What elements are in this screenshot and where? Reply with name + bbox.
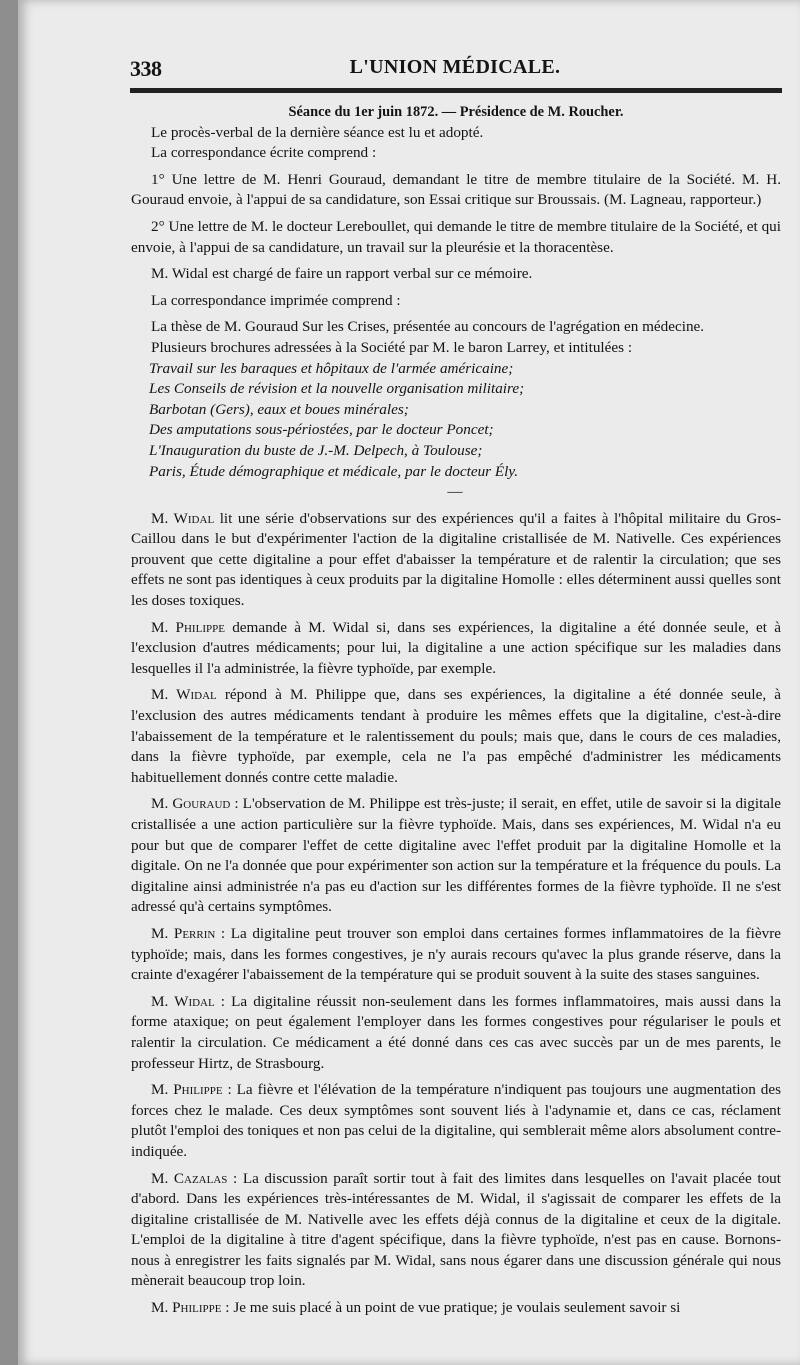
paragraph: 2° Une lettre de M. le docteur Lereboullet, qui demande le titre de membre titulaire de la Société, et qui envoie, à l'appui de sa candidature, un travail sur la pleurésie et la thoracentèse. xyxy=(131,217,781,256)
speaker-separator: : xyxy=(214,992,232,1010)
speaker-name: M. Perrin xyxy=(151,924,216,942)
page-header xyxy=(130,56,780,86)
speaker-separator: : xyxy=(222,1081,237,1099)
discussion-paragraph xyxy=(131,618,781,680)
paragraph: M. Widal est chargé de faire un rapport verbal sur ce mémoire. xyxy=(151,265,533,283)
discussion-paragraph xyxy=(131,992,781,1074)
speaker-separator: : xyxy=(221,1299,234,1317)
paragraph: Plusieurs brochures adressées à la Société par M. le baron Larrey, et intitulées : xyxy=(151,338,633,356)
speech-text: lit une série d'observations sur des expériences qu'il a faites à l'hôpital militaire du Gros-Caillou dans le but d'expérimenter l'action de la digitaline cristallisée de M. Nativelle. Ces expériences prouvent que cette digitaline a pour effet d'abaisser la température et de ralentir la circulation; que ses effets ne sont pas identiques à ceux produits par la digitaline Homolle : elles déterminent aussi quelles sont les doses toxiques. xyxy=(131,509,782,610)
speaker-name: M. Cazalas xyxy=(151,1169,228,1187)
speech-text: répond à M. Philippe que, dans ses expériences, la digitaline a été donnée seule, à l'exclusion des autres médicaments tendant à produire les mêmes effets que la digitaline, c'est-à-dire l'abaissement de la température et le ralentissement du pouls; mais que, dans le cours de ces maladies, dans la fièvre typhoïde, par exemple, cela ne l'a pas empêché d'administrer les médicaments habituellement donnés contre cette maladie. xyxy=(131,686,782,786)
speaker-separator: : xyxy=(215,924,231,942)
speech-text: La digitaline réussit non-seulement dans les formes inflammatoires, mais aussi dans la forme ataxique; on peut également l'employer dans les formes congestives pour régulariser le pouls et ralentir la circulation. Ce médicament a été donné dans ces cas avec succès par un de mes parents, le professeur Hirtz, de Strasbourg. xyxy=(131,992,781,1072)
speaker-name: M. Widal xyxy=(151,992,215,1010)
list-item: L'Inauguration du buste de J.-M. Delpech, à Toulouse; xyxy=(149,441,483,459)
speaker-name: M. Philippe xyxy=(151,1081,223,1099)
body-text xyxy=(131,102,781,1319)
speech-text: La digitaline peut trouver son emploi dans certaines formes inflammatoires de la fièvre typhoïde; mais, dans les formes congestives, je n'y aurais recours qu'avec la plus grande réserve, dans la crainte d'exagérer l'abaissement de la température qui se produit souvent à la suite des stases sanguines. xyxy=(131,924,781,984)
discussion-paragraph xyxy=(131,1080,781,1162)
speaker-name: M. Widal xyxy=(151,509,215,527)
list-item: Les Conseils de révision et la nouvelle organisation militaire; xyxy=(149,380,525,398)
discussion-paragraph xyxy=(131,794,781,918)
list-item: Travail sur les baraques et hôpitaux de l'armée américaine; xyxy=(149,359,514,377)
speech-text: La fièvre et l'élévation de la température n'indiquent pas toujours une augmentation des forces chez le malade. Ces deux symptômes sont souvent liés à l'adynamie et, dans ce cas, réclament plutôt l'emploi des toniques et non pas celui de la digitaline, qui semblerait même alors absolument contre-indiquée. xyxy=(131,1081,781,1160)
discussion-paragraph xyxy=(131,924,781,986)
list-item: Des amputations sous-périostées, par le docteur Poncet; xyxy=(149,421,494,439)
speech-text: Je me suis placé à un point de vue pratique; je voulais seulement savoir si xyxy=(233,1299,681,1317)
discussion-paragraph xyxy=(131,1169,781,1293)
speaker-name: M. Philippe xyxy=(151,618,225,636)
discussion-paragraph xyxy=(131,685,781,788)
book-page xyxy=(18,0,800,1365)
list-item: Barbotan (Gers), eaux et boues minérales; xyxy=(149,400,409,418)
speaker-name: M. Gouraud xyxy=(151,795,231,813)
paragraph: La thèse de M. Gouraud Sur les Crises, présentée au concours de l'agrégation en médecine. xyxy=(151,318,705,336)
speaker-separator xyxy=(217,686,225,703)
list-item: Paris, Étude démographique et médicale, par le docteur Ély. xyxy=(149,462,519,480)
brochure-list xyxy=(131,359,781,483)
discussion-paragraph xyxy=(131,509,781,612)
speaker-separator: : xyxy=(230,795,243,813)
paragraph: Le procès-verbal de la dernière séance est lu et adopté. xyxy=(151,123,484,141)
speech-text: La discussion paraît sortir tout à fait des limites dans lesquelles on l'avait placée tout d'abord. Dans les expériences très-intéressantes de M. Widal, il s'agissait de comparer les effets de la digitaline cristallisée de M. Nativelle avec les effets déjà connus de la digitaline et ceux de la digitale. L'emploi de la digitaline à titre d'agent spécifique, dans la fièvre typhoïde, n'est pas en cause. Bornons-nous à enregistrer les faits signalés par M. Widal, sans nous égarer dans une discussion générale qui nous mènerait beaucoup trop loin. xyxy=(131,1169,781,1290)
paragraph: 1° Une lettre de M. Henri Gouraud, demandant le titre de membre titulaire de la Société. M. H. Gouraud envoie, à l'appui de sa candidature, son Essai critique sur Broussais. (M. Lagneau, rapporteur.) xyxy=(131,170,781,209)
speaker-name: M. Widal xyxy=(151,686,217,704)
section-separator: — xyxy=(447,483,465,501)
discussion xyxy=(131,509,781,1319)
running-title: L'UNION MÉDICALE. xyxy=(349,56,561,78)
paragraph: La correspondance écrite comprend : xyxy=(151,144,377,162)
speech-text: L'observation de M. Philippe est très-juste; il serait, en effet, utile de savoir si la digitale cristallisée a une action particulière sur la fièvre typhoïde. Mais, dans ses expériences, M. Widal n'a eu pour but que de comparer l'effet de cette digitaline avec l'effet produit par la digitaline Homolle et la digitale. On ne l'a donnée que pour expérimenter son action sur la température et la fréquence du pouls. La digitaline ainsi administrée n'a pas eu d'action sur les différentes formes de la fièvre typhoïde. Il ne s'est adressé qu'à certains symptômes. xyxy=(131,795,781,916)
page-number: 338 xyxy=(130,56,162,81)
speech-text: demande à M. Widal si, dans ses expériences, la digitaline a été donnée seule, et à l'exclusion d'autres médicaments; pour lui, la digitaline a une action spécifique sur les maladies dans lesquelles il l'a administrée, la fièvre typhoïde, par exemple. xyxy=(131,618,781,677)
discussion-paragraph xyxy=(131,1298,781,1319)
speaker-separator: : xyxy=(227,1169,243,1187)
speaker-name: M. Philippe xyxy=(151,1299,222,1317)
session-heading: Séance du 1er juin 1872. — Présidence de M. Roucher. xyxy=(288,104,624,120)
header-rule xyxy=(130,88,782,93)
paragraph: La correspondance imprimée comprend : xyxy=(151,291,401,309)
